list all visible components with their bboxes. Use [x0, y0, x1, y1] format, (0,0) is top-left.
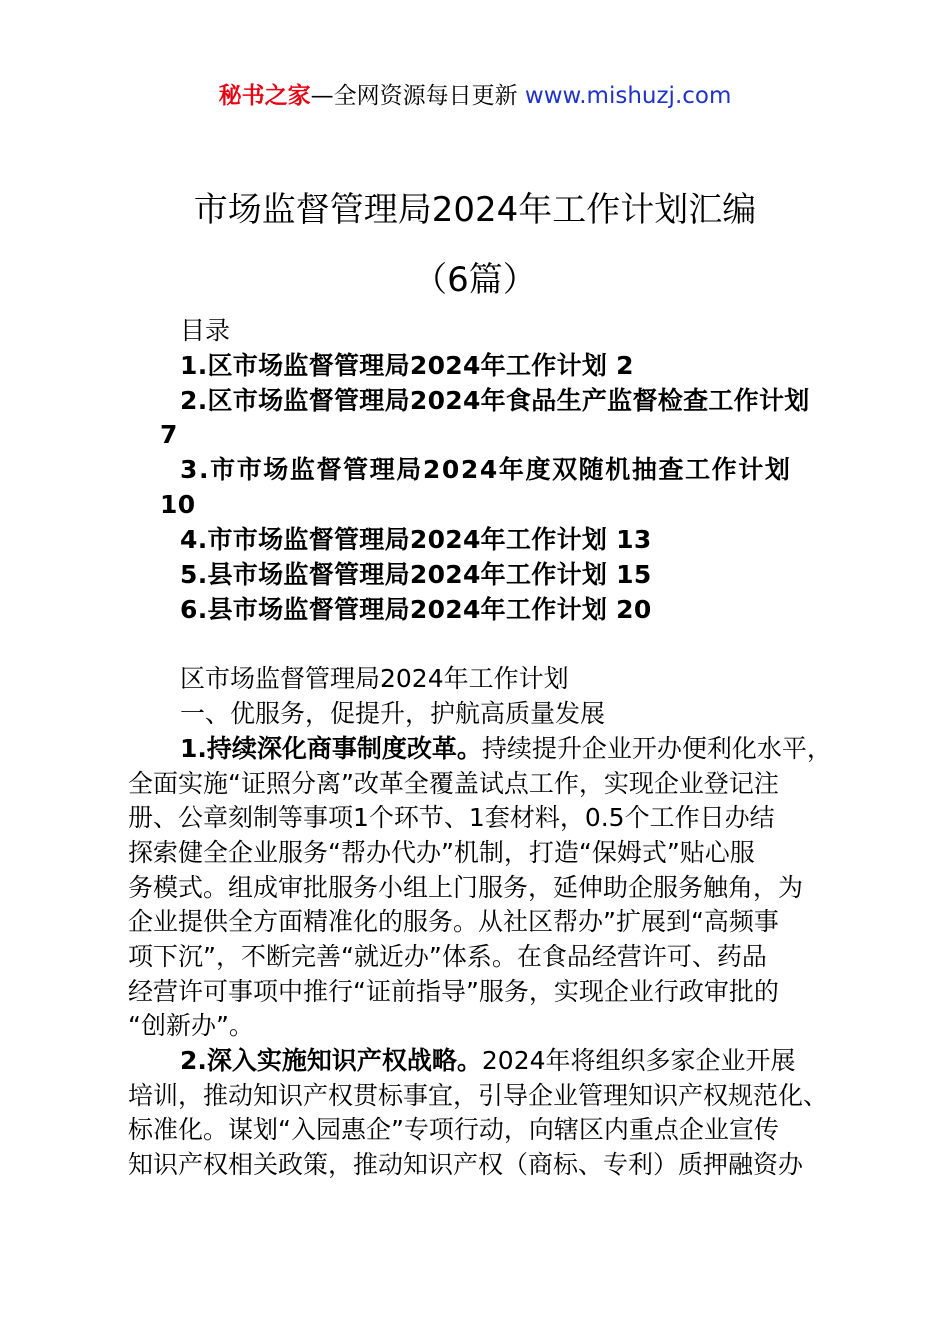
paragraph-line: 探索健全企业服务“帮办代办”机制，打造“保姆式”贴心服: [128, 838, 755, 867]
paragraph-line: 务模式。组成审批服务小组上门服务，延伸助企服务触角，为: [128, 873, 804, 902]
header-tagline: —全网资源每日更新: [310, 83, 518, 109]
article-title: 区市场监督管理局2024年工作计划: [180, 664, 569, 693]
document-subtitle: （6篇）: [413, 260, 537, 300]
brand-name: 秘书之家: [218, 83, 311, 109]
paragraph-line: 全面实施“证照分离”改革全覆盖试点工作，实现企业登记注: [128, 769, 779, 798]
toc-entry-2[interactable]: 2.区市场监督管理局2024年食品生产监督检查工作计划: [180, 386, 810, 415]
document-title: 市场监督管理局2024年工作计划汇编: [193, 190, 757, 230]
paragraph-line: 2.深入实施知识产权战略。2024年将组织多家企业开展: [180, 1046, 796, 1075]
paragraph-heading: 2.深入实施知识产权战略。: [180, 1046, 482, 1075]
site-header: [0, 80, 950, 112]
toc-label: 目录: [180, 316, 231, 345]
site-url-link[interactable]: www.mishuzj.com: [524, 83, 732, 109]
paragraph-heading: 1.持续深化商事制度改革。: [180, 734, 482, 763]
section-heading: 一、优服务，促提升，护航高质量发展: [180, 699, 606, 728]
toc-entry-1[interactable]: 1.区市场监督管理局2024年工作计划 2: [180, 351, 634, 380]
paragraph-line: 1.持续深化商事制度改革。持续提升企业开办便利化水平，: [180, 734, 832, 763]
paragraph-line: 项下沉”，不断完善“就近办”体系。在食品经营许可、药品: [128, 942, 767, 971]
paragraph-line: 标准化。谋划“入园惠企”专项行动，向辖区内重点企业宣传: [128, 1115, 779, 1144]
paragraph-line: 企业提供全方面精准化的服务。从社区帮办”扩展到“高频事: [128, 907, 779, 936]
toc-entry-6[interactable]: 6.县市场监督管理局2024年工作计划 20: [180, 595, 652, 624]
paragraph-line: 册、公章刻制等事项1个环节、1套材料，0.5个工作日办结: [128, 803, 775, 832]
toc-entry-4[interactable]: 4.市市场监督管理局2024年工作计划 13: [180, 525, 652, 554]
paragraph-line: 经营许可事项中推行“证前指导”服务，实现企业行政审批的: [128, 977, 779, 1006]
toc-entry-3[interactable]: 3.市市场监督管理局2024年度双随机抽查工作计划: [180, 455, 792, 484]
toc-entry-5[interactable]: 5.县市场监督管理局2024年工作计划 15: [180, 560, 652, 589]
paragraph-line: “创新办”。: [128, 1011, 254, 1040]
toc-entry-2-page[interactable]: 7: [160, 420, 178, 449]
paragraph-line: 知识产权相关政策，推动知识产权（商标、专利）质押融资办: [128, 1150, 804, 1179]
paragraph-line: 培训，推动知识产权贯标事宜，引导企业管理知识产权规范化、: [128, 1081, 829, 1110]
toc-entry-3-page[interactable]: 10: [160, 490, 196, 519]
